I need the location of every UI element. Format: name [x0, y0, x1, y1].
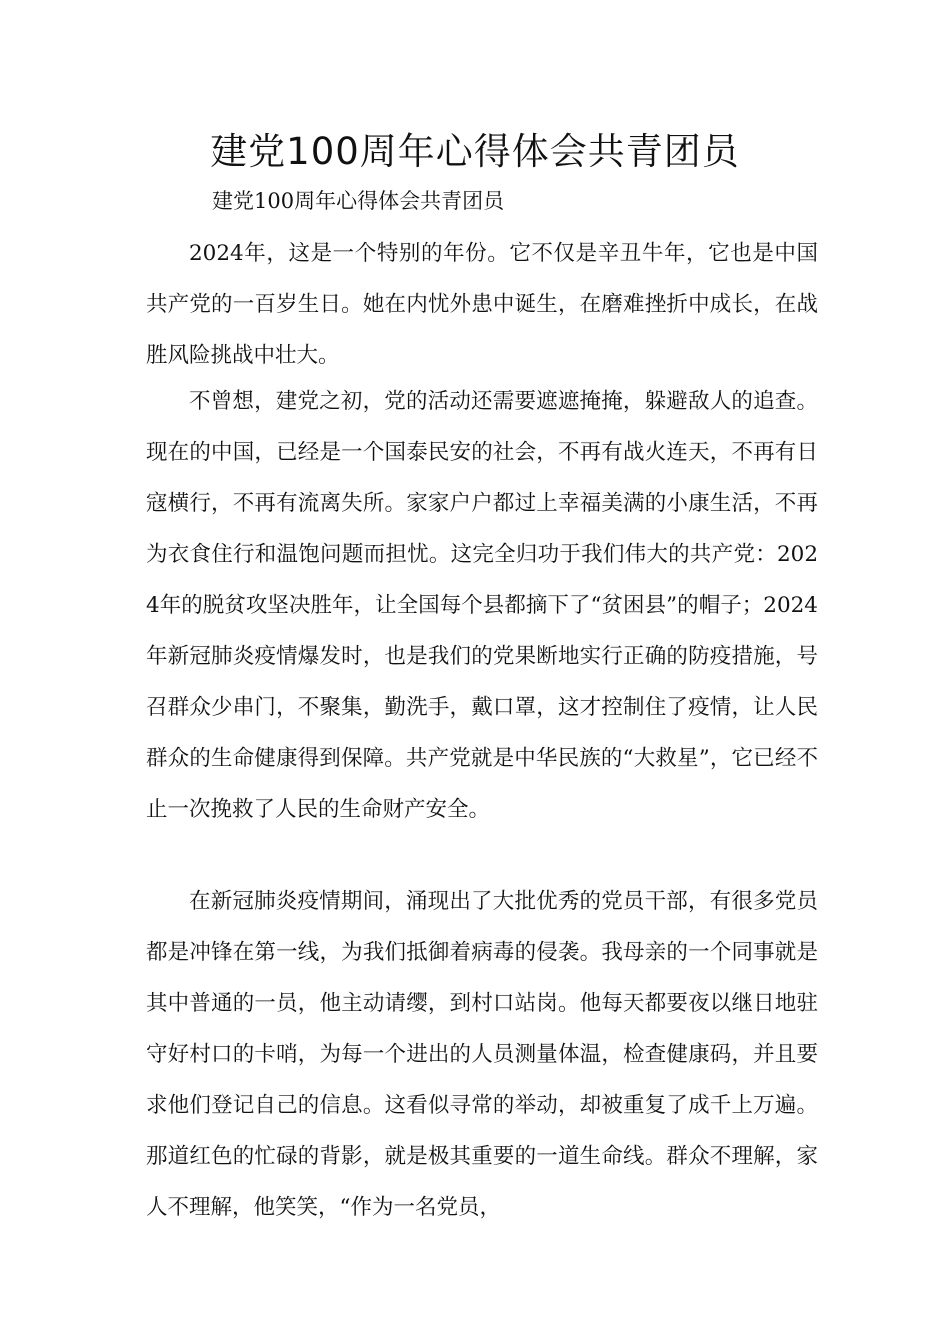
paragraph-1: 2024年，这是一个特别的年份。它不仅是辛丑牛年，它也是中国共产党的一百岁生日。她在内忧外患中诞生，在磨难挫折中成长，在战胜风险挑战中壮大。 [146, 241, 818, 368]
paragraph-3: 在新冠肺炎疫情期间，涌现出了大批优秀的党员干部，有很多党员都是冲锋在第一线，为我们抵御着病毒的侵袭。我母亲的一个同事就是其中普通的一员，他主动请缨，到村口站岗。他每天都要夜以继日地驻守好村口的卡哨，为每一个进出的人员测量体温，检查健康码，并且要求他们登记自己的信息。这看似寻常的举动，却被重复了成千上万遍。那道红色的忙碌的背影，就是极其重要的一道生命线。群众不理解，家人不理解，他笑笑，“作为一名党员， [146, 889, 818, 1220]
document-title: 建党100周年心得体会共青团员 [210, 130, 740, 173]
document-subtitle: 建党100周年心得体会共青团员 [212, 189, 505, 213]
paragraph-2: 不曾想，建党之初，党的活动还需要遮遮掩掩，躲避敌人的追查。现在的中国，已经是一个国泰民安的社会，不再有战火连天，不再有日寇横行，不再有流离失所。家家户户都过上幸福美满的小康生活，不再为衣食住行和温饱问题而担忧。这完全归功于我们伟大的共产党：2024年的脱贫攻坚决胜年，让全国每个县都摘下了“贫困县”的帽子；2024年新冠肺炎疫情爆发时，也是我们的党果断地实行正确的防疫措施，号召群众少串门，不聚集，勤洗手，戴口罩，这才控制住了疫情，让人民群众的生命健康得到保障。共产党就是中华民族的“大救星”，它已经不止一次挽救了人民的生命财产安全。 [146, 389, 818, 822]
